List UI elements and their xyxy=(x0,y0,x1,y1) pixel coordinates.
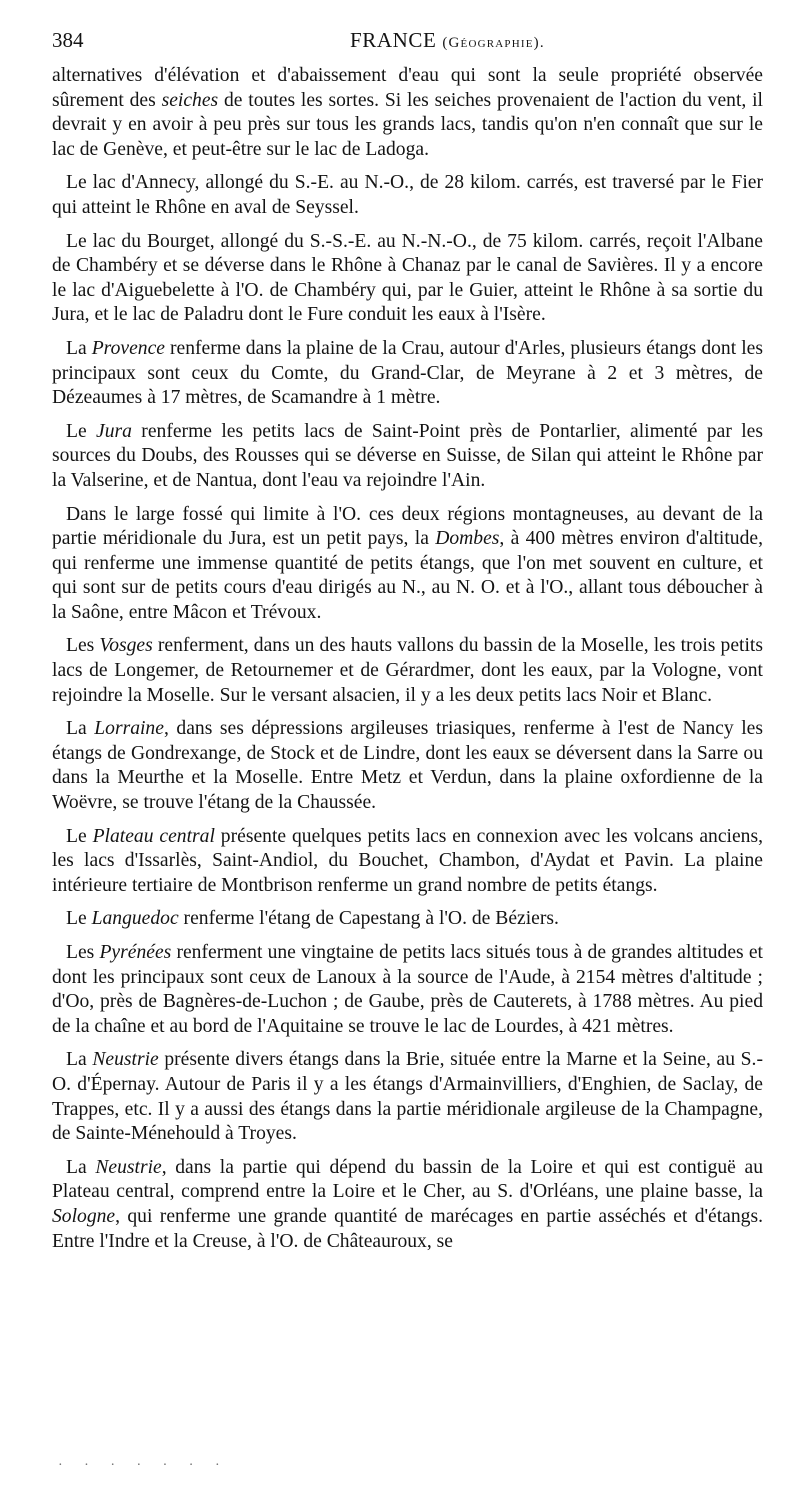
paragraph-bourget xyxy=(52,230,763,328)
text-run: La xyxy=(66,718,95,740)
text-run: renferme l'étang de Capestang à l'O. de Béziers. xyxy=(178,908,559,930)
text-run: Les xyxy=(66,635,100,657)
text-run: Le lac d'Annecy, allongé du S.-E. au N.-O., de 28 kilom. carrés, est traversé par le Fier qui atteint le Rhône en aval de Seyssel. xyxy=(52,172,763,218)
text-run: Dans le large fossé qui limite à l'O. ces deux régions montagneuses, au devant de la partie méridionale du Jura, est un petit pays, la xyxy=(52,503,763,550)
text-run: , dans ses dépressions argileuses triasiques, renferme à l'est de Nancy les étangs de Gondrexange, de Stock et de Lindre, dont les eaux se déversent dans la Sarre ou dans la Meurthe et la Moselle. Entre Metz et Verdun, dans la plaine oxfordienne de la Woëvre, se trouve l'étang de la Chaussée. xyxy=(52,718,763,814)
italic-term: Languedoc xyxy=(91,908,179,930)
text-run: Le lac du Bourget, allongé du S.-S.-E. au N.-N.-O., de 75 kilom. carrés, reçoit l'Albane de Chambéry et se déverse dans le Rhône à Chanaz par le canal de Savières. Il y a encore le lac d'Aiguebelette à l'O. de Chambéry qui, par le Guier, atteint le Rhône à sa sortie du Jura, et le lac de Paladru dont le Fure conduit les eaux à l'Isère. xyxy=(52,230,763,326)
italic-term: Plateau central xyxy=(92,825,215,847)
paragraph-annecy xyxy=(52,171,763,220)
text-run: renferment une vingtaine de petits lacs situés tous à de grandes altitudes et dont les principaux sont ceux de Lanoux à la source de l'Aude, à 2154 mètres d'altitude ; d'Oo, près de Bagnères-de-Luchon ; de Gaube, près de Cauterets, à 1788 mètres. Au pied de la chaîne et au bord de l'Aquitaine se trouve le lac de Lourdes, à 421 mètres. xyxy=(52,942,763,1037)
italic-term: Neustrie xyxy=(92,1049,159,1071)
text-run: présente quelques petits lacs en connexion avec les volcans anciens, les lacs d'Issarlès, Saint-Andiol, du Bouchet, Chambon, d'Aydat et Pavin. La plaine intérieure tertiaire de Montbrison renferme un grand nombre de petits étangs. xyxy=(52,825,763,896)
paragraph-neustrie-sologne xyxy=(52,1156,763,1254)
text-run: Le xyxy=(66,420,97,442)
italic-term: Provence xyxy=(91,337,165,359)
paragraph-dombes xyxy=(52,503,763,626)
text-run: renferme les petits lacs de Saint-Point près de Pontarlier, alimenté par les sources du Doubs, des Rousses qui se déverse en Suisse, de Silan qui atteint le Rhône par la Valserine, et de Nantua, dont l'eau va rejoindre l'Ain. xyxy=(52,420,763,491)
italic-term: seiches xyxy=(161,89,219,111)
italic-term: Vosges xyxy=(99,635,153,657)
paragraph-languedoc xyxy=(52,907,763,932)
text-run: La xyxy=(66,337,92,359)
italic-term: Pyrénées xyxy=(99,942,172,963)
paragraph-pyrenees xyxy=(52,941,763,1039)
running-title-main: FRANCE xyxy=(350,28,437,52)
footer-print-marks: · · · · · · · xyxy=(58,1458,229,1473)
text-run: Les xyxy=(66,942,100,963)
paragraph-neustrie-brie xyxy=(52,1048,763,1146)
italic-term: Jura xyxy=(96,420,132,442)
paragraph-jura xyxy=(52,420,763,494)
running-title xyxy=(350,28,545,53)
page-number: 384 xyxy=(52,28,84,52)
page-header xyxy=(52,28,758,60)
body-text xyxy=(52,64,763,1263)
text-run: renferme dans la plaine de la Crau, autour d'Arles, plusieurs étangs dont les principaux sont ceux du Comte, du Grand-Clar, de Meyrane à 2 et 3 mètres, de Dézeaumes à 17 mètres, de Scamandre à 1 mètre. xyxy=(52,337,763,409)
paragraph-provence xyxy=(52,337,763,411)
text-run: La xyxy=(66,1049,93,1071)
running-subtitle: (Géographie). xyxy=(442,35,545,51)
paragraph-seiches xyxy=(52,64,763,162)
text-run: , à 400 mètres environ d'altitude, qui renferme une immense quantité de petits étangs, que l'on met souvent en culture, et qui sont sur de petits cours d'eau dirigés au N., au N. O. et à l'O., allant tous déboucher à la Saône, entre Mâcon et Trévoux. xyxy=(52,528,763,623)
text-run: alternatives d'élévation et d'abaissement d'eau qui sont la seule propriété observée sûrement des xyxy=(52,65,763,111)
text-run: , qui renferme une grande quantité de marécages en partie asséchés et d'étangs. Entre l'Indre et la Creuse, à l'O. de Châteauroux, se xyxy=(52,1205,763,1252)
text-run: renferment, dans un des hauts vallons du bassin de la Moselle, les trois petits lacs de Longemer, de Retournemer et de Gérardmer, dont les eaux, par la Vologne, vont rejoindre la Moselle. Sur le versant alsacien, il y a les deux petits lacs Noir et Blanc. xyxy=(52,635,763,706)
paragraph-vosges xyxy=(52,634,763,708)
italic-term: Lorraine xyxy=(94,718,164,740)
italic-term: Neustrie xyxy=(95,1156,162,1178)
text-run: , dans la partie qui dépend du bassin de la Loire et qui est contiguë au Plateau central, comprend entre la Loire et le Cher, au S. d'Orléans, une plaine basse, la xyxy=(52,1156,763,1203)
text-run: présente divers étangs dans la Brie, située entre la Marne et la Seine, au S.-O. d'Épernay. Autour de Paris il y a les étangs d'Armainvilliers, d'Enghien, de Saclay, de Trappes, etc. Il y a aussi des étangs dans la partie méridionale argileuse de la Champagne, de Sainte-Ménehould à Troyes. xyxy=(52,1049,763,1145)
italic-term: Dombes xyxy=(435,528,500,550)
text-run: La xyxy=(66,1156,96,1178)
italic-term: Sologne xyxy=(52,1205,116,1227)
text-run: de toutes les sortes. Si les seiches provenaient de l'action du vent, il devrait y en avoir à peu près sur tous les grands lacs, tandis qu'on n'en connaît que sur le lac de Genève, et peut-être sur le lac de Ladoga. xyxy=(52,89,763,160)
paragraph-lorraine xyxy=(52,717,763,815)
paragraph-plateau-central xyxy=(52,825,763,899)
text-run: Le xyxy=(66,825,93,847)
text-run: Le xyxy=(66,908,92,930)
